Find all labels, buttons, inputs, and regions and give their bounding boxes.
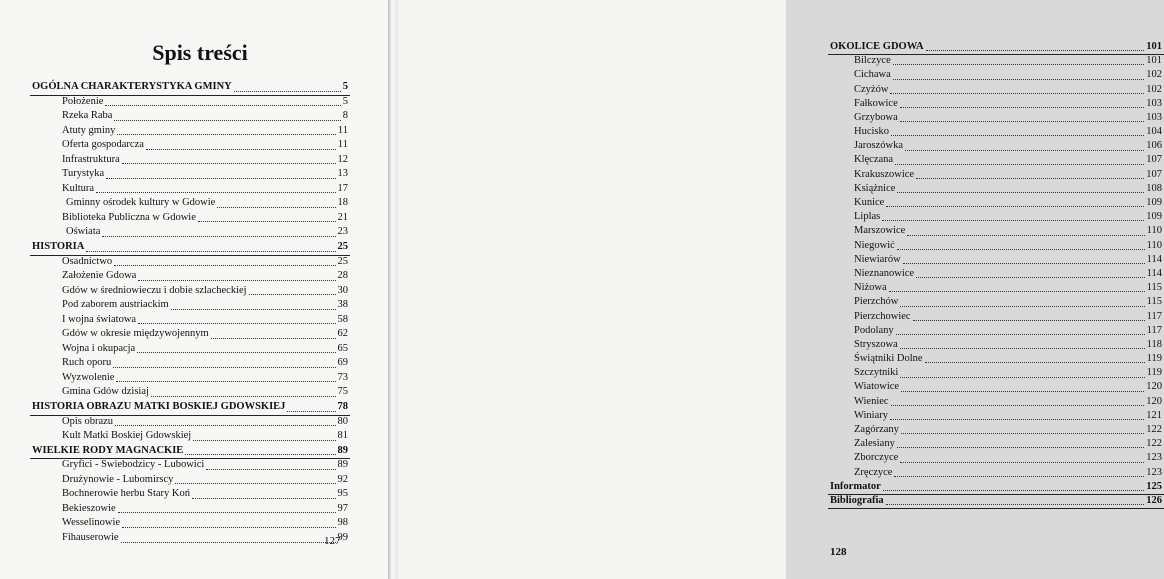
toc-entry-label: Jaroszówka (854, 140, 903, 152)
toc-entry-label: Grzybowa (854, 111, 898, 123)
dot-leader (890, 92, 1144, 94)
toc-entry-label: HISTORIA OBRAZU MATKI BOSKIEJ GDOWSKIEJ (32, 401, 286, 413)
toc-entry-page: 89 (337, 444, 348, 456)
toc-entry (830, 338, 1162, 352)
toc-entry (830, 409, 1162, 423)
toc-entry (32, 182, 348, 197)
toc-entry-label: Krakuszowice (854, 168, 915, 180)
dot-leader (102, 235, 335, 237)
toc-entry-label: OKOLICE GDOWA (830, 40, 924, 52)
toc-entry (32, 516, 348, 531)
dot-leader (891, 404, 1145, 406)
toc-entry-label: Kult Matki Boskiej Gdowskiej (62, 430, 192, 442)
toc-entry (32, 298, 348, 313)
toc-entry (830, 437, 1162, 451)
toc-entry (32, 211, 348, 226)
toc-entry (32, 284, 348, 299)
toc-entry-page: 25 (337, 255, 348, 267)
dot-leader (894, 475, 1144, 477)
toc-entry (32, 153, 348, 168)
toc-entry (830, 97, 1162, 111)
dot-leader (86, 250, 335, 252)
toc-entry-label: Rzeka Raba (62, 110, 113, 122)
toc-entry-label: Infrastruktura (62, 153, 120, 165)
toc-entry-page: 122 (1146, 424, 1162, 436)
dot-leader (897, 248, 1145, 250)
toc-entry-label: Położenie (62, 95, 104, 107)
toc-entry (830, 381, 1162, 395)
section-rule (30, 95, 350, 96)
toc-entry-label: I wojna światowa (62, 313, 137, 325)
dot-leader (886, 205, 1144, 207)
dot-leader (171, 308, 336, 310)
section-rule (30, 458, 350, 459)
dot-leader (893, 63, 1145, 65)
toc-entry-page: 119 (1146, 353, 1162, 365)
dot-leader (105, 104, 340, 106)
toc-entry-page: 80 (337, 415, 348, 427)
toc-entry-label: Zręczyce (854, 466, 893, 478)
toc-entry (830, 196, 1162, 210)
toc-entry-label: Stryszowa (854, 338, 898, 350)
toc-entry (32, 458, 348, 473)
toc-entry (32, 342, 348, 357)
toc-entry-label: Książnice (854, 182, 896, 194)
toc-entry-page: 115 (1146, 282, 1162, 294)
dot-leader (925, 361, 1145, 363)
toc-entry-label: Hucisko (854, 126, 889, 138)
toc-entry (32, 167, 348, 182)
toc-entry-label: Marszowice (854, 225, 906, 237)
toc-entry-page: 125 (1146, 480, 1162, 492)
toc-entry (830, 154, 1162, 168)
toc-entry-page: 110 (1146, 225, 1162, 237)
toc-entry-label: Niewiarów (854, 253, 901, 265)
toc-entry (830, 324, 1162, 338)
toc-entry-page: 69 (337, 357, 348, 369)
right-page (398, 0, 1162, 579)
toc-entry (32, 313, 348, 328)
dot-leader (151, 395, 336, 397)
section-rule (30, 415, 350, 416)
toc-entry-page: 120 (1146, 395, 1162, 407)
page-number-right: 128 (830, 546, 847, 558)
toc-entry (830, 366, 1162, 380)
dot-leader (900, 461, 1144, 463)
dot-leader (889, 290, 1145, 292)
toc-entry-page: 89 (337, 459, 348, 471)
toc-entry-page: 28 (337, 270, 348, 282)
toc-entry-label: Turystyka (62, 168, 105, 180)
toc-entry-page: 12 (337, 153, 348, 165)
dot-leader (900, 305, 1144, 307)
dot-leader (116, 380, 335, 382)
toc-entry-label: Bekieszowie (62, 502, 116, 514)
dot-leader (895, 163, 1144, 165)
dot-leader (900, 106, 1145, 108)
dot-leader (249, 293, 336, 295)
dot-leader (138, 279, 335, 281)
section-rule (828, 494, 1164, 495)
toc-entry-page: 106 (1146, 140, 1162, 152)
toc-entry-label: Gryfici - Swiebodzicy - Lubowici (62, 459, 205, 471)
toc-entry-label: Bilczyce (854, 55, 891, 67)
dot-leader (122, 526, 335, 528)
toc-entry (830, 466, 1162, 480)
dot-leader (198, 220, 336, 222)
toc-entry-label: Klęczana (854, 154, 894, 166)
dot-leader (115, 424, 335, 426)
dot-leader (890, 418, 1144, 420)
toc-entry (32, 487, 348, 502)
toc-entry (830, 310, 1162, 324)
toc-entry (32, 95, 348, 110)
toc-entry-page: 81 (337, 430, 348, 442)
toc-entry-page: 121 (1146, 409, 1162, 421)
toc-entry (830, 224, 1162, 238)
dot-leader (882, 219, 1144, 221)
toc-section-entry (830, 40, 1162, 54)
toc-entry-page: 123 (1146, 452, 1162, 464)
dot-leader (217, 206, 335, 208)
dot-leader (121, 541, 336, 543)
toc-entry-label: Ruch oporu (62, 357, 112, 369)
dot-leader (883, 489, 1145, 491)
toc-entry-page: 101 (1146, 40, 1162, 52)
dot-leader (234, 90, 341, 92)
dot-leader (900, 376, 1144, 378)
toc-entry (32, 385, 348, 400)
dot-leader (137, 351, 335, 353)
toc-section-entry (830, 480, 1162, 494)
toc-entry (32, 371, 348, 386)
toc-entry-page: 122 (1146, 438, 1162, 450)
toc-entry-label: Bochnerowie herbu Stary Koń (62, 488, 191, 500)
dot-leader (905, 149, 1144, 151)
toc-entry-page: 13 (337, 168, 348, 180)
toc-entry-page: 30 (337, 284, 348, 296)
toc-section-entry (32, 400, 348, 415)
toc-entry-label: Fihauserowie (62, 531, 119, 543)
toc-entry-page: 38 (337, 299, 348, 311)
toc-entry-page: 58 (337, 313, 348, 325)
dot-leader (118, 511, 336, 513)
dot-leader (900, 120, 1145, 122)
toc-entry-page: 126 (1146, 494, 1162, 506)
dot-leader (893, 78, 1145, 80)
toc-entry-page: 118 (1146, 338, 1162, 350)
toc-entry-page: 17 (337, 182, 348, 194)
toc-entry (830, 451, 1162, 465)
toc-entry-label: Pod zaborem austriackim (62, 299, 169, 311)
toc-entry-label: Drużynowie - Lubomirscy (62, 473, 174, 485)
left-page (0, 0, 388, 579)
toc-entry-page: 5 (342, 95, 348, 107)
toc-entry-page: 120 (1146, 381, 1162, 393)
toc-entry (32, 196, 348, 211)
toc-entry (830, 111, 1162, 125)
toc-entry-page: 110 (1146, 239, 1162, 251)
toc-entry (32, 327, 348, 342)
toc-entry-label: Szczytniki (854, 367, 899, 379)
toc-entry (830, 68, 1162, 82)
dot-leader (896, 333, 1145, 335)
toc-entry (32, 502, 348, 517)
toc-entry-label: Liplas (854, 211, 881, 223)
toc-entry (830, 395, 1162, 409)
toc-entry-label: Kunice (854, 197, 885, 209)
toc-entry-label: Cichawa (854, 69, 891, 81)
toc-entry (830, 54, 1162, 68)
toc-entry (830, 83, 1162, 97)
dot-leader (113, 366, 335, 368)
toc-entry-page: 11 (337, 124, 348, 136)
toc-entry (830, 295, 1162, 309)
toc-entry-page: 97 (337, 502, 348, 514)
toc-entry-page: 21 (337, 211, 348, 223)
toc-entry-label: Atuty gminy (62, 124, 116, 136)
toc-section-entry (32, 80, 348, 95)
toc-entry (32, 124, 348, 139)
book-gutter (388, 0, 398, 579)
toc-entry-label: Podolany (854, 324, 894, 336)
toc-entry-label: Winiary (854, 409, 888, 421)
toc-entry-label: HISTORIA (32, 241, 85, 253)
dot-leader (901, 390, 1144, 392)
toc-entry-page: 62 (337, 328, 348, 340)
dot-leader (117, 133, 335, 135)
dot-leader (916, 276, 1145, 278)
toc-entry-page: 107 (1146, 168, 1162, 180)
toc-entry-page: 103 (1146, 97, 1162, 109)
dot-leader (913, 319, 1145, 321)
dot-leader (206, 468, 335, 470)
toc-entry (32, 269, 348, 284)
toc-entry-label: Gminny ośrodek kultury w Gdowie (66, 197, 216, 209)
toc-entry (32, 531, 348, 546)
toc-entry-label: Zalesiany (854, 438, 895, 450)
toc-entry (830, 281, 1162, 295)
toc-entry-page: 99 (337, 531, 348, 543)
dot-leader (916, 177, 1144, 179)
toc-entry-label: Zagórzany (854, 424, 899, 436)
toc-entry-page: 101 (1146, 55, 1162, 67)
toc-entry-page: 119 (1146, 367, 1162, 379)
toc-entry (830, 139, 1162, 153)
toc-entry-page: 102 (1146, 69, 1162, 81)
toc-entry-label: Pierzchowiec (854, 310, 911, 322)
dot-leader (903, 262, 1145, 264)
toc-entry-label: Czyżów (854, 83, 889, 95)
toc-section-entry (32, 240, 348, 255)
toc-entry-page: 117 (1146, 324, 1162, 336)
dot-leader (185, 453, 335, 455)
toc-entry-label: Wiatowice (854, 381, 900, 393)
toc-entry-page: 5 (342, 81, 348, 92)
toc-entry-label: Gdów w okresie międzywojennym (62, 328, 209, 340)
toc-entry-label: Nieznanowice (854, 267, 915, 279)
toc-entry-label: Informator (830, 480, 881, 492)
page-number-left: 127 (324, 535, 341, 547)
toc-entry (32, 356, 348, 371)
toc-entry-page: 104 (1146, 126, 1162, 138)
toc-entry (32, 429, 348, 444)
dot-leader (907, 234, 1144, 236)
toc-entry (830, 423, 1162, 437)
dot-leader (901, 432, 1144, 434)
toc-entry-page: 18 (337, 197, 348, 209)
section-rule (30, 255, 350, 256)
toc-entry-page: 8 (342, 110, 348, 122)
dot-leader (146, 148, 336, 150)
toc-entry (830, 352, 1162, 366)
dot-leader (886, 503, 1145, 505)
toc-entry-label: OGÓLNA CHARAKTERYSTYKA GMINY (32, 81, 232, 92)
toc-entry-page: 11 (337, 139, 348, 151)
toc-title: Spis treści (152, 40, 248, 65)
toc-entry-page: 73 (337, 371, 348, 383)
toc-entry-page: 92 (337, 473, 348, 485)
toc-entry (830, 239, 1162, 253)
toc-entry-page: 109 (1146, 197, 1162, 209)
dot-leader (193, 439, 335, 441)
toc-entry-label: Gdów w średniowieczu i dobie szlacheckiej (62, 284, 247, 296)
toc-entry-label: Niżowa (854, 282, 887, 294)
toc-entry (830, 253, 1162, 267)
toc-entry-page: 95 (337, 488, 348, 500)
toc-entry-label: Świątniki Dolne (854, 353, 923, 365)
dot-leader (897, 446, 1144, 448)
toc-entry (32, 255, 348, 270)
toc-entry (32, 138, 348, 153)
toc-entry-page: 78 (337, 401, 348, 413)
toc-entry-label: Pierzchów (854, 296, 899, 308)
toc-section-entry (830, 494, 1162, 508)
toc-entry (32, 415, 348, 430)
dot-leader (900, 347, 1145, 349)
dot-leader (287, 410, 335, 412)
toc-entry-label: Założenie Gdowa (62, 270, 137, 282)
toc-entry-label: Gmina Gdów dzisiaj (62, 386, 149, 398)
toc-entry-label: Oświata (66, 226, 101, 238)
toc-entry-label: Biblioteka Publiczna w Gdowie (62, 211, 196, 223)
dot-leader (114, 119, 340, 121)
toc-list-right (830, 40, 1162, 508)
dot-leader (175, 482, 335, 484)
dot-leader (211, 337, 336, 339)
toc-entry-label: Wyzwolenie (62, 371, 115, 383)
dot-leader (96, 191, 335, 193)
dot-leader (138, 322, 335, 324)
toc-entry-label: Osadnictwo (62, 255, 113, 267)
toc-entry-page: 107 (1146, 154, 1162, 166)
toc-entry (32, 225, 348, 240)
toc-entry-label: Wieniec (854, 395, 889, 407)
toc-entry-page: 65 (337, 342, 348, 354)
toc-entry (830, 210, 1162, 224)
toc-entry-page: 123 (1146, 466, 1162, 478)
dot-leader (897, 191, 1144, 193)
toc-entry-page: 109 (1146, 211, 1162, 223)
toc-entry-page: 117 (1146, 310, 1162, 322)
toc-entry-page: 108 (1146, 182, 1162, 194)
toc-entry-label: Niegowić (854, 239, 895, 251)
dot-leader (891, 134, 1144, 136)
toc-entry-label: Oferta gospodarcza (62, 139, 144, 151)
toc-entry-page: 114 (1146, 253, 1162, 265)
toc-entry (830, 168, 1162, 182)
toc-entry (830, 125, 1162, 139)
toc-entry-label: Wojna i okupacja (62, 342, 136, 354)
dot-leader (122, 162, 336, 164)
toc-entry-page: 102 (1146, 83, 1162, 95)
dot-leader (926, 49, 1145, 51)
toc-entry-label: Kultura (62, 182, 95, 194)
section-rule (828, 508, 1164, 509)
toc-entry (830, 267, 1162, 281)
toc-entry-page: 103 (1146, 111, 1162, 123)
toc-entry-label: Zborczyce (854, 452, 899, 464)
dot-leader (106, 177, 335, 179)
toc-entry-page: 23 (337, 226, 348, 238)
toc-list-left (32, 80, 348, 546)
toc-entry-page: 75 (337, 386, 348, 398)
toc-entry-page: 25 (337, 241, 348, 253)
toc-entry-page: 98 (337, 517, 348, 529)
dot-leader (192, 497, 335, 499)
section-rule (828, 54, 1164, 55)
toc-entry-page: 114 (1146, 267, 1162, 279)
toc-entry (32, 473, 348, 488)
toc-entry-page: 115 (1146, 296, 1162, 308)
toc-entry-label: WIELKIE RODY MAGNACKIE (32, 444, 184, 456)
toc-entry-label: Bibliografia (830, 494, 884, 506)
toc-entry-label: Opis obrazu (62, 415, 114, 427)
toc-entry (32, 109, 348, 124)
toc-section-entry (32, 444, 348, 459)
toc-entry-label: Wesselinowie (62, 517, 121, 529)
toc-entry-label: Fałkowice (854, 97, 898, 109)
toc-entry (830, 182, 1162, 196)
dot-leader (114, 264, 335, 266)
